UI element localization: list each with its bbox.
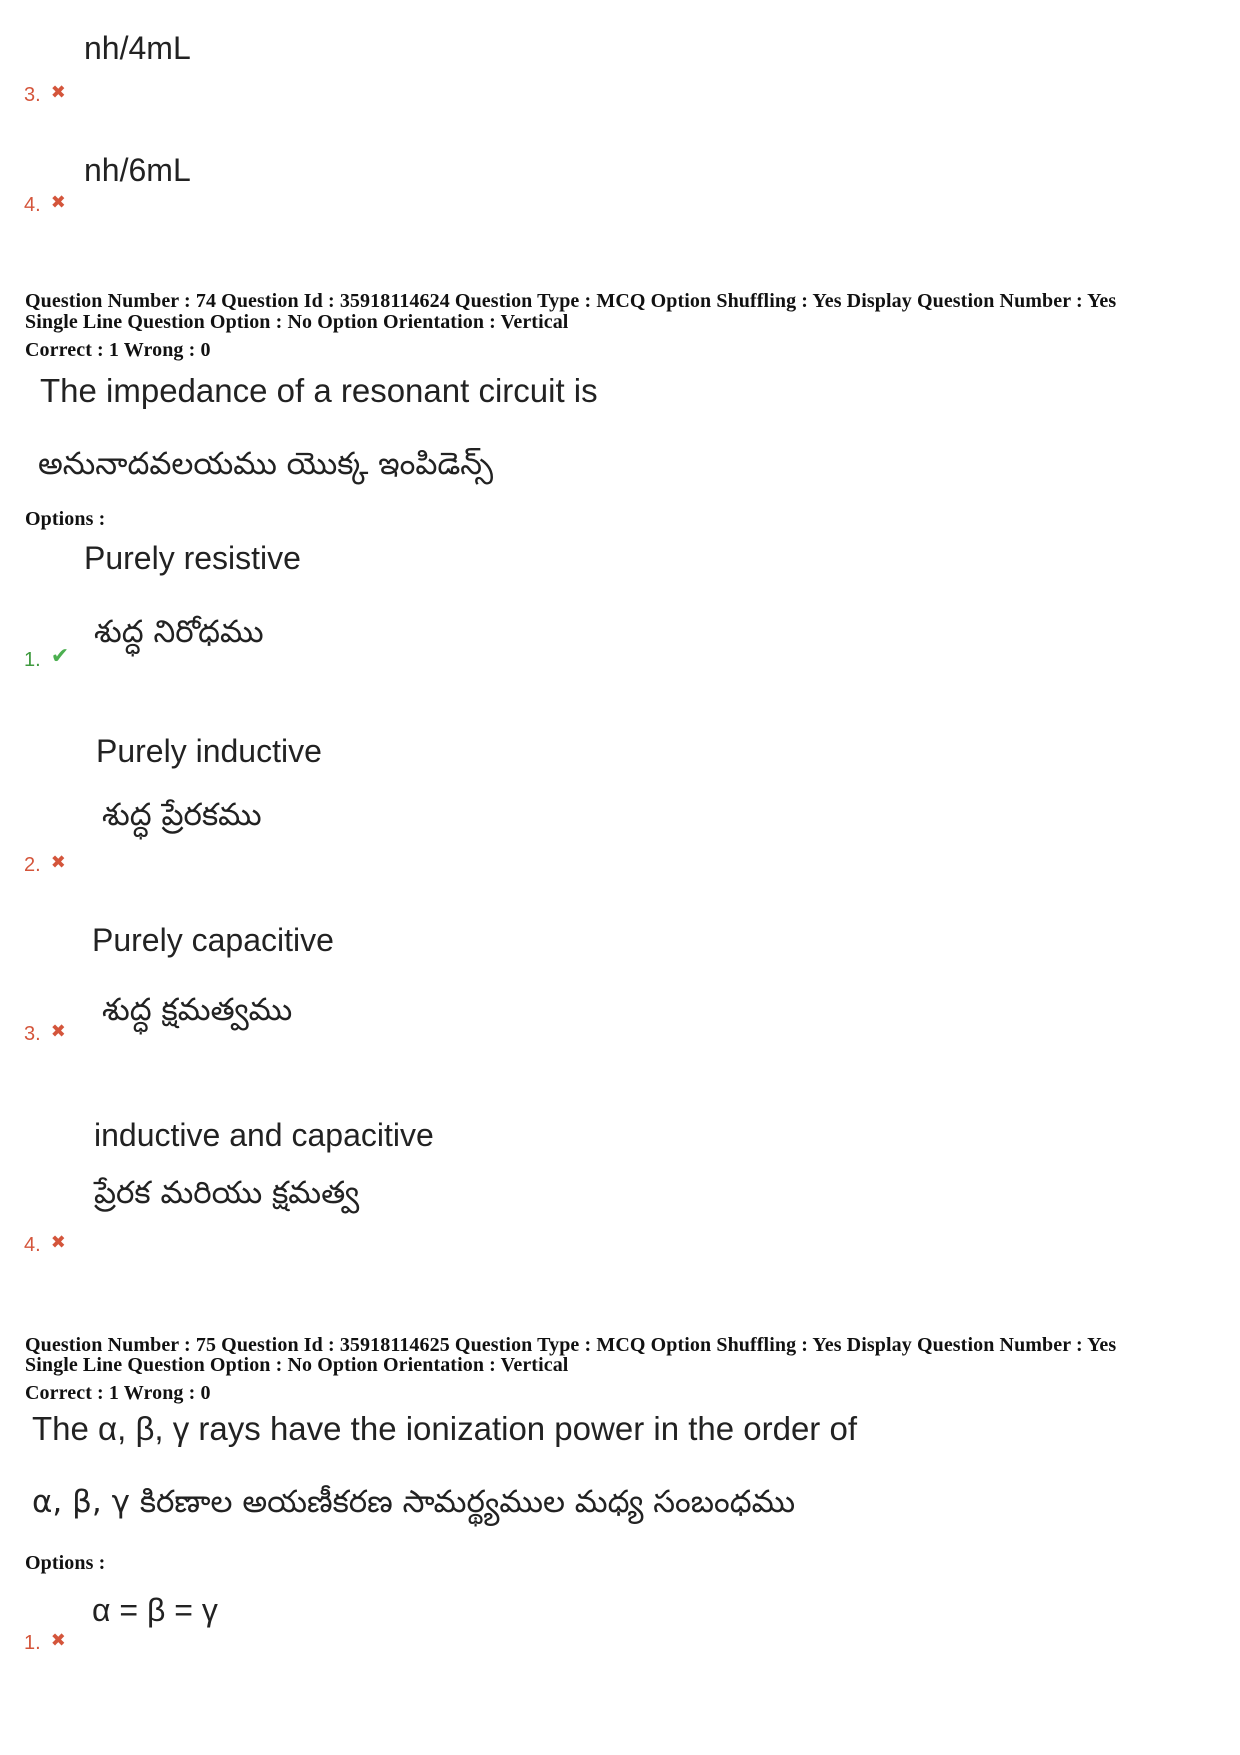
option-text: Purely capacitive	[92, 922, 334, 958]
cross-icon: ✖	[50, 1021, 66, 1041]
option-number	[24, 643, 69, 672]
option-number	[24, 1021, 66, 1046]
option-number-label: 4.	[24, 194, 41, 216]
option-text: Purely resistive	[84, 540, 301, 576]
option-number	[24, 1630, 66, 1655]
option-number	[24, 1232, 66, 1257]
question-text-english: The α, β, γ rays have the ionization power in the order of	[32, 1410, 857, 1447]
options-label: Options :	[25, 1552, 106, 1574]
option-number	[24, 192, 66, 217]
option-number	[24, 852, 66, 877]
option-text: nh/6mL	[84, 152, 191, 188]
option-text: Purely inductive	[96, 733, 322, 769]
cross-icon: ✖	[50, 1630, 66, 1650]
question-meta-options: Single Line Question Option : No Option Orientation : Vertical	[25, 1354, 569, 1376]
question-meta: Question Number : 74 Question Id : 35918114624 Question Type : MCQ Option Shuffling : Yes Display Question Number : Yes	[25, 290, 1117, 312]
option-number	[24, 82, 66, 107]
question-text-telugu: అనునాదవలయము యొక్క ఇంపిడెన్స్	[38, 446, 494, 482]
option-number-label: 1.	[24, 649, 41, 671]
check-icon: ✔	[50, 643, 70, 668]
question-marks: Correct : 1 Wrong : 0	[25, 339, 211, 361]
option-text-telugu: శుద్ధ ప్రేరకము	[102, 797, 262, 833]
question-text-english: The impedance of a resonant circuit is	[40, 372, 598, 409]
option-number-label: 4.	[24, 1234, 41, 1256]
option-text: nh/4mL	[84, 30, 191, 66]
option-text: inductive and capacitive	[94, 1117, 434, 1153]
option-number-label: 1.	[24, 1632, 41, 1654]
options-label: Options :	[25, 508, 106, 530]
option-number-label: 3.	[24, 1023, 41, 1045]
option-number-label: 2.	[24, 854, 41, 876]
cross-icon: ✖	[50, 852, 66, 872]
question-text-telugu: α, β, γ కిరణాల అయణీకరణ సామర్థ్యముల మధ్య సంబంధము	[32, 1484, 796, 1520]
option-text-telugu: ప్రేరక మరియు క్షమత్వ	[94, 1175, 360, 1211]
cross-icon: ✖	[50, 82, 66, 102]
option-text-telugu: శుద్ధ క్షమత్వము	[102, 992, 293, 1028]
option-text: α = β = γ	[92, 1592, 218, 1628]
cross-icon: ✖	[50, 192, 66, 212]
option-number-label: 3.	[24, 84, 41, 106]
question-marks: Correct : 1 Wrong : 0	[25, 1382, 211, 1404]
option-text-telugu: శుద్ధ నిరోధము	[94, 614, 264, 650]
question-meta: Question Number : 75 Question Id : 35918114625 Question Type : MCQ Option Shuffling : Yes Display Question Number : Yes	[25, 1334, 1117, 1356]
cross-icon: ✖	[50, 1232, 66, 1252]
question-meta-options: Single Line Question Option : No Option Orientation : Vertical	[25, 311, 569, 333]
